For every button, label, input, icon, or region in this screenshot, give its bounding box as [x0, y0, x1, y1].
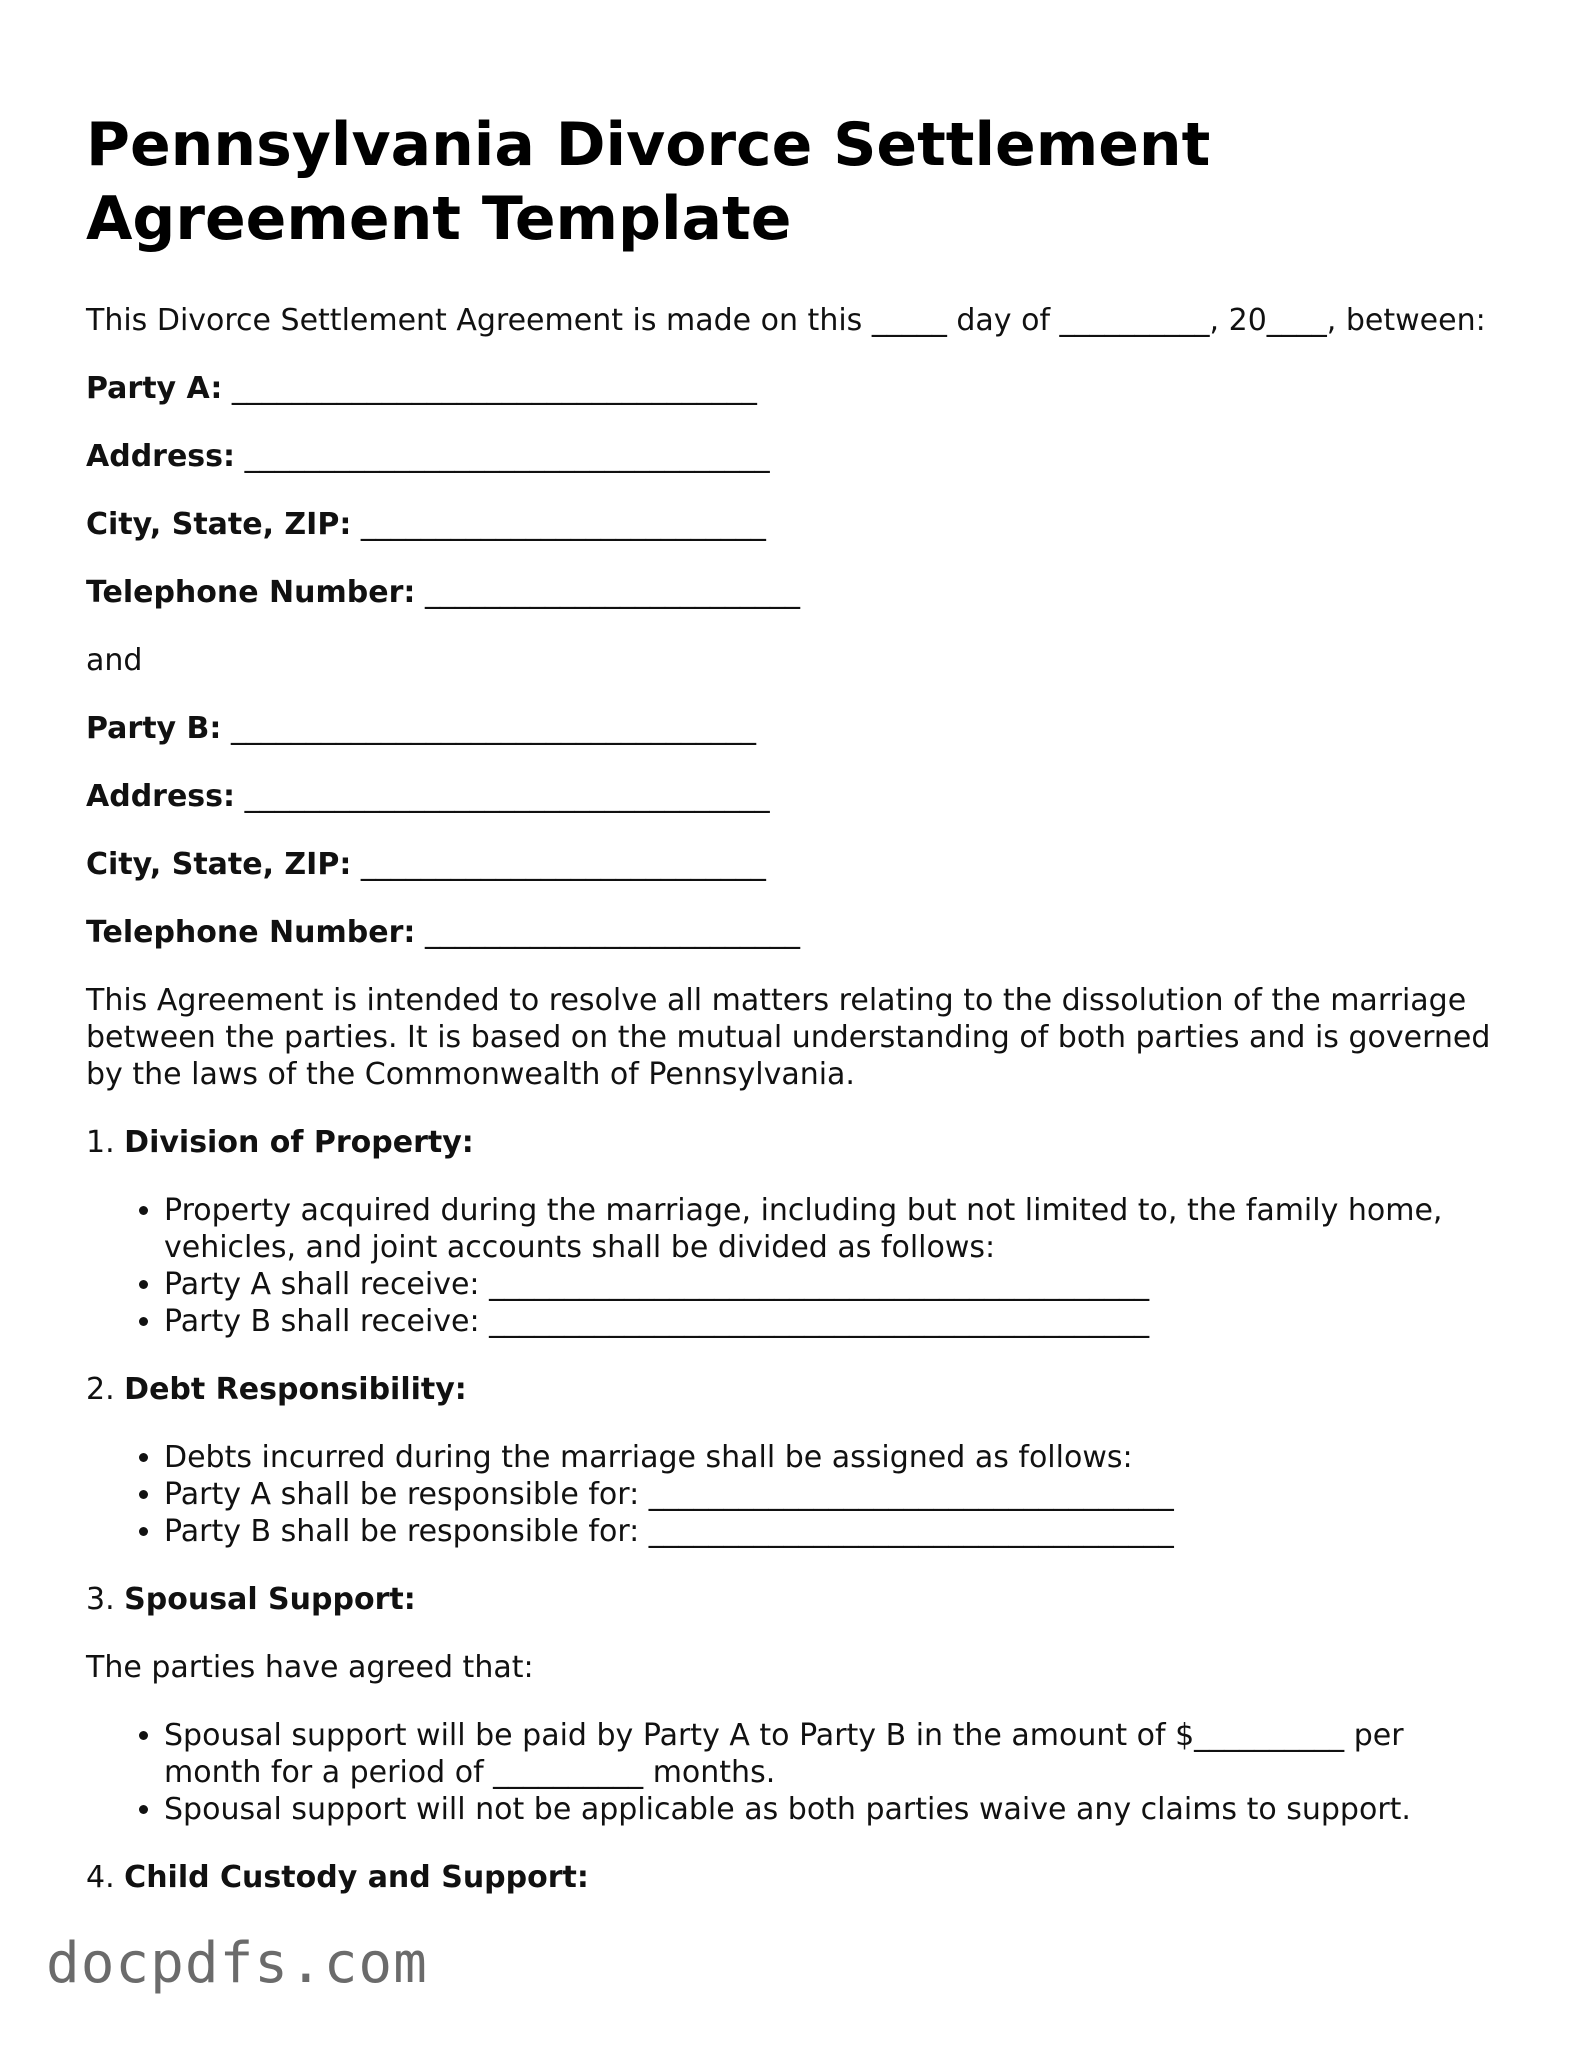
- property-list: [86, 1192, 1506, 1340]
- party-a-city-blank[interactable]: ___________________________: [360, 507, 766, 542]
- party-b-phone-field[interactable]: [86, 914, 1506, 951]
- section-spousal-number: 3.: [86, 1582, 115, 1617]
- document-title: Pennsylvania Divorce Settlement Agreement Template: [86, 110, 1211, 254]
- debt-list: [86, 1439, 1506, 1550]
- section-debt-number: 2.: [86, 1372, 115, 1407]
- party-a-address-field[interactable]: [86, 438, 1506, 475]
- list-item[interactable]: • Party B shall be responsible for: ___________________________________: [164, 1513, 1506, 1550]
- list-item[interactable]: • Spousal support will be paid by Party A to Party B in the amount of $__________ per month for a period of __________ months.: [164, 1717, 1506, 1791]
- party-b-address-field[interactable]: [86, 778, 1506, 815]
- list-item[interactable]: • Party B shall receive: ____________________________________________: [164, 1303, 1506, 1340]
- list-item: • Debts incurred during the marriage shall be assigned as follows:: [164, 1439, 1506, 1476]
- section-spousal-heading: [86, 1581, 1506, 1618]
- section-property-heading: [86, 1124, 1506, 1161]
- party-b-city-label: City, State, ZIP:: [86, 847, 352, 882]
- section-debt-title: Debt Responsibility:: [124, 1372, 467, 1407]
- section-custody-number: 4.: [86, 1860, 115, 1895]
- party-b-address-label: Address:: [86, 779, 236, 814]
- list-item: • Spousal support will not be applicable as both parties waive any claims to support.: [164, 1791, 1506, 1828]
- spousal-lead: The parties have agreed that:: [86, 1650, 534, 1685]
- party-a-address-blank[interactable]: ___________________________________: [244, 439, 770, 474]
- party-a-city-label: City, State, ZIP:: [86, 507, 352, 542]
- section-property-number: 1.: [86, 1125, 115, 1160]
- party-a-city-field[interactable]: [86, 506, 1506, 543]
- party-a-name-blank[interactable]: ___________________________________: [231, 371, 757, 406]
- party-b-address-blank[interactable]: ___________________________________: [244, 779, 770, 814]
- party-b-name-field[interactable]: [86, 710, 1506, 747]
- list-item: • Property acquired during the marriage, including but not limited to, the family home, vehicles, and joint accounts shall be divided as follows:: [164, 1192, 1506, 1266]
- intro-paragraph: This Divorce Settlement Agreement is made on this _____ day of __________, 20____, between:: [86, 303, 1486, 338]
- party-b-name-label: Party B:: [86, 711, 222, 746]
- party-a-phone-label: Telephone Number:: [86, 575, 416, 610]
- document-page: [86, 108, 1506, 1896]
- party-a-name-label: Party A:: [86, 371, 223, 406]
- party-a-name-field[interactable]: [86, 370, 1506, 407]
- section-custody-heading: [86, 1859, 1506, 1896]
- list-item[interactable]: • Party A shall receive: ____________________________________________: [164, 1266, 1506, 1303]
- section-custody-title: Child Custody and Support:: [124, 1860, 589, 1895]
- purpose-paragraph: This Agreement is intended to resolve all matters relating to the dissolution of the marriage between the parties. It is based on the mutual understanding of both parties and is governed by the laws of the Commonwealth of Pennsylvania.: [86, 983, 1491, 1092]
- party-b-phone-blank[interactable]: _________________________: [424, 915, 800, 950]
- section-property-title: Division of Property:: [124, 1125, 474, 1160]
- party-b-name-blank[interactable]: ___________________________________: [230, 711, 756, 746]
- party-b-phone-label: Telephone Number:: [86, 915, 416, 950]
- section-debt-heading: [86, 1371, 1506, 1408]
- list-item[interactable]: • Party A shall be responsible for: ___________________________________: [164, 1476, 1506, 1513]
- and-text: and: [86, 643, 143, 678]
- watermark-text: docpdfs.com: [46, 1931, 428, 1996]
- section-spousal-title: Spousal Support:: [124, 1582, 416, 1617]
- party-a-phone-blank[interactable]: _________________________: [424, 575, 800, 610]
- party-a-phone-field[interactable]: [86, 574, 1506, 611]
- spousal-list: [86, 1717, 1506, 1828]
- party-a-address-label: Address:: [86, 439, 236, 474]
- party-b-city-field[interactable]: [86, 846, 1506, 883]
- party-b-city-blank[interactable]: ___________________________: [360, 847, 766, 882]
